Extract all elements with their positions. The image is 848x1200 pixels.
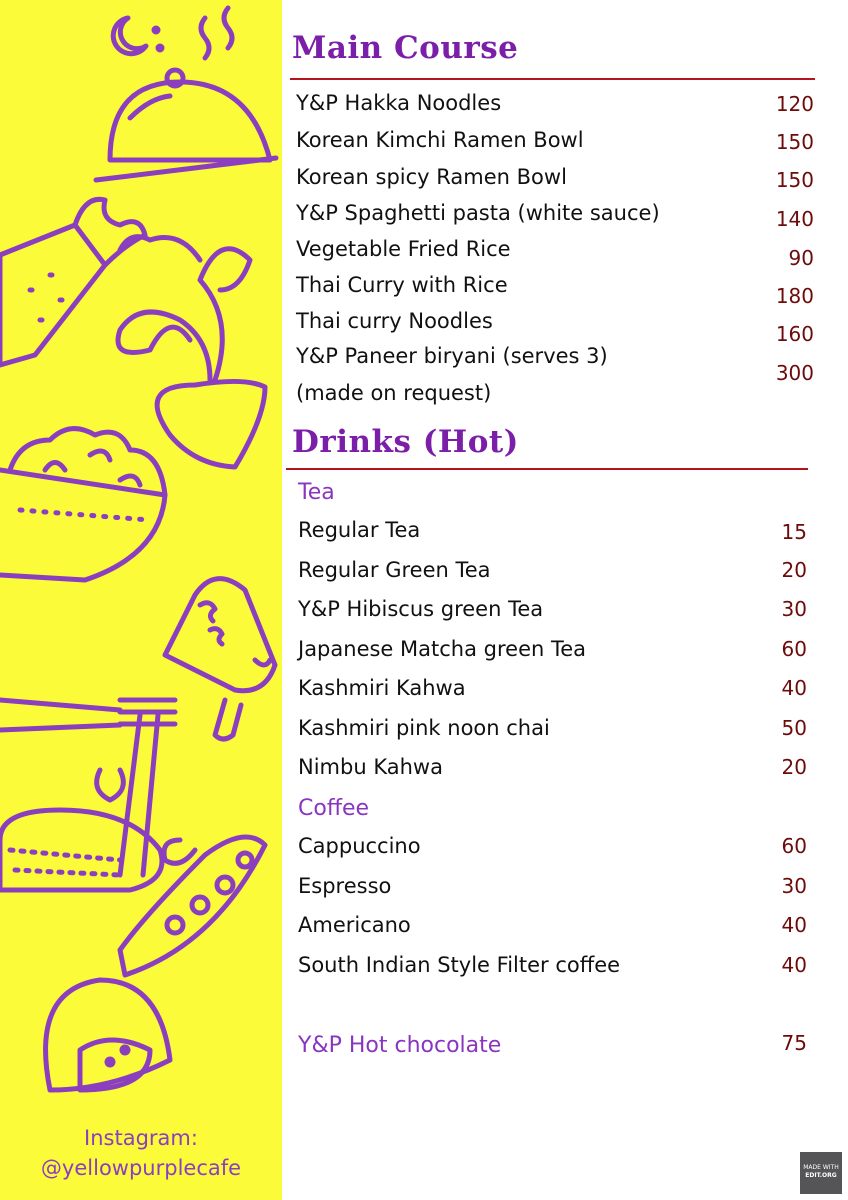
item-price: 20 xyxy=(781,558,807,582)
item-price: 40 xyxy=(781,913,807,937)
menu-item xyxy=(0,834,848,870)
menu-item xyxy=(0,518,848,554)
item-price: 40 xyxy=(781,676,807,700)
menu-item xyxy=(0,165,848,201)
item-name: Espresso xyxy=(298,874,392,898)
menu-item xyxy=(0,91,848,127)
menu-item xyxy=(0,913,848,949)
main-course-divider xyxy=(290,78,815,80)
item-name: Regular Tea xyxy=(298,518,421,542)
item-name: Thai curry Noodles xyxy=(296,309,493,333)
made-with-badge[interactable] xyxy=(800,1152,842,1194)
coffee-category-label: Coffee xyxy=(298,796,370,821)
item-name: Thai Curry with Rice xyxy=(296,273,508,297)
main-course-heading: Main Course xyxy=(292,30,519,66)
menu-item xyxy=(0,676,848,712)
item-price: 30 xyxy=(781,874,807,898)
menu-item xyxy=(0,344,848,385)
item-name: Americano xyxy=(298,913,411,937)
instagram-label: Instagram: xyxy=(84,1126,198,1150)
item-price: 150 xyxy=(775,168,814,192)
hot-chocolate-name: Y&P Hot chocolate xyxy=(298,1033,502,1058)
item-price: 30 xyxy=(781,597,807,621)
item-price: 60 xyxy=(781,637,807,661)
item-price: 150 xyxy=(775,130,814,154)
item-name: Cappuccino xyxy=(298,834,421,858)
drinks-divider xyxy=(286,468,808,470)
item-note: (made on request) xyxy=(296,381,492,405)
item-name: Korean Kimchi Ramen Bowl xyxy=(296,128,584,152)
instagram-handle[interactable]: @yellowpurplecafe xyxy=(40,1156,242,1180)
item-name: Kashmiri Kahwa xyxy=(298,676,466,700)
dumpling-icon xyxy=(46,980,170,1090)
item-price: 90 xyxy=(788,246,814,270)
menu-item xyxy=(0,755,848,791)
moon-icon xyxy=(113,18,146,54)
item-price: 60 xyxy=(781,834,807,858)
menu-item xyxy=(0,237,848,273)
item-name: Y&P Paneer biryani (serves 3) xyxy=(296,344,608,368)
item-name: Nimbu Kahwa xyxy=(298,755,443,779)
menu-item xyxy=(0,716,848,752)
item-name: Y&P Hibiscus green Tea xyxy=(298,597,544,621)
menu-item xyxy=(0,953,848,989)
item-name: Korean spicy Ramen Bowl xyxy=(296,165,567,189)
item-price: 50 xyxy=(781,716,807,740)
steam-icon xyxy=(201,18,209,58)
menu-item xyxy=(0,273,848,309)
menu-item xyxy=(0,201,848,237)
item-name: South Indian Style Filter coffee xyxy=(298,953,621,977)
item-price: 140 xyxy=(775,207,814,231)
menu-item xyxy=(0,558,848,594)
menu-item xyxy=(0,128,848,164)
item-price: 300 xyxy=(775,361,814,385)
menu-item xyxy=(0,874,848,910)
menu-item xyxy=(0,597,848,633)
item-price: 120 xyxy=(775,92,814,116)
item-name: Vegetable Fried Rice xyxy=(296,237,511,261)
item-price: 40 xyxy=(781,953,807,977)
badge-line-1: MADE WITH xyxy=(803,1164,839,1171)
tea-category-label: Tea xyxy=(298,480,335,505)
item-name: Y&P Spaghetti pasta (white sauce) xyxy=(296,201,660,225)
item-price: 160 xyxy=(775,322,814,346)
item-price: 20 xyxy=(781,755,807,779)
item-name: Kashmiri pink noon chai xyxy=(298,716,550,740)
item-price: 15 xyxy=(781,520,807,544)
menu-item-note xyxy=(0,381,848,417)
badge-line-2: EDIT.ORG xyxy=(805,1172,837,1179)
item-price: 180 xyxy=(775,284,814,308)
item-name: Regular Green Tea xyxy=(298,558,491,582)
item-name: Y&P Hakka Noodles xyxy=(296,91,502,115)
menu-item xyxy=(0,309,848,345)
item-name: Japanese Matcha green Tea xyxy=(298,637,587,661)
menu-item xyxy=(0,637,848,673)
hot-chocolate-price: 75 xyxy=(781,1031,807,1055)
drinks-hot-heading: Drinks (Hot) xyxy=(292,424,519,460)
